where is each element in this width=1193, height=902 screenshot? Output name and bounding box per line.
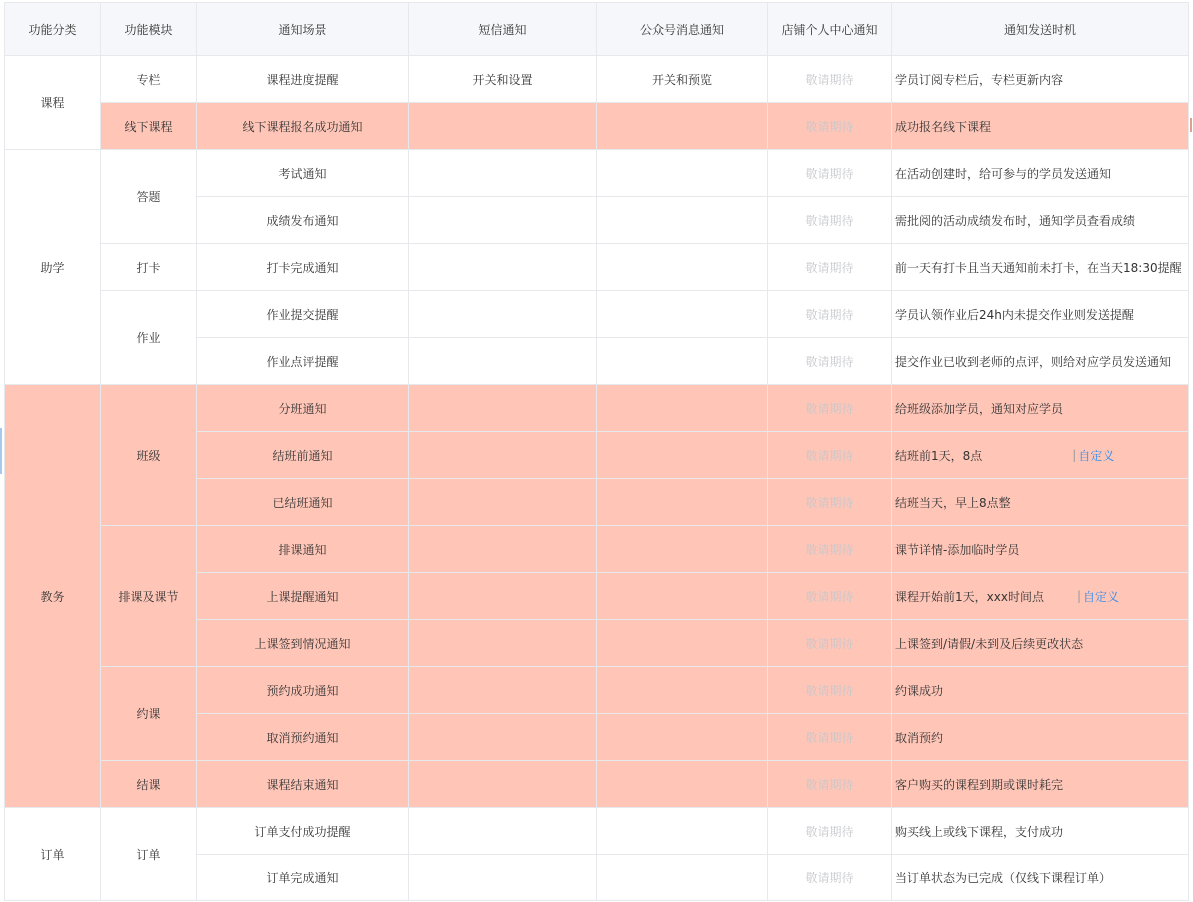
shop-center-status: 敬请期待	[768, 244, 892, 291]
timing-cell	[892, 432, 1189, 479]
header-scene: 通知场景	[197, 3, 409, 56]
separator: |	[1076, 589, 1081, 603]
shop-center-status: 敬请期待	[768, 197, 892, 244]
shop-center-status: 敬请期待	[768, 385, 892, 432]
module-cell: 打卡	[101, 244, 197, 291]
timing-cell: 上课签到/请假/未到及后续更改状态	[892, 620, 1189, 667]
module-cell: 作业	[101, 291, 197, 385]
timing-cell: 在活动创建时，给可参与的学员发送通知	[892, 150, 1189, 197]
sms-cell	[409, 432, 597, 479]
scene-cell: 订单支付成功提醒	[197, 808, 409, 855]
sms-cell	[409, 808, 597, 855]
timing-cell: 当订单状态为已完成（仅线下课程订单）	[892, 855, 1189, 901]
shop-center-status: 敬请期待	[768, 573, 892, 620]
wechat-cell	[597, 526, 768, 573]
scene-cell: 上课签到情况通知	[197, 620, 409, 667]
timing-cell: 提交作业已收到老师的点评，则给对应学员发送通知	[892, 338, 1189, 385]
timing-cell: 结班当天，早上8点整	[892, 479, 1189, 526]
scene-cell: 预约成功通知	[197, 667, 409, 714]
scene-cell: 作业提交提醒	[197, 291, 409, 338]
wechat-cell	[597, 197, 768, 244]
wechat-cell	[597, 385, 768, 432]
module-cell: 排课及课节	[101, 526, 197, 667]
wechat-cell	[597, 573, 768, 620]
scene-cell: 结班前通知	[197, 432, 409, 479]
category-cell: 教务	[5, 385, 101, 808]
customize-link[interactable]: 自定义	[1078, 448, 1115, 463]
wechat-cell	[597, 855, 768, 901]
shop-center-status: 敬请期待	[768, 103, 892, 150]
timing-cell: 客户购买的课程到期或课时耗完	[892, 761, 1189, 808]
timing-cell: 学员订阅专栏后，专栏更新内容	[892, 56, 1189, 103]
sms-cell	[409, 573, 597, 620]
row-focus-marker	[0, 428, 2, 474]
scene-cell: 取消预约通知	[197, 714, 409, 761]
shop-center-status: 敬请期待	[768, 761, 892, 808]
header-category: 功能分类	[5, 3, 101, 56]
timing-cell: 给班级添加学员，通知对应学员	[892, 385, 1189, 432]
wechat-cell	[597, 808, 768, 855]
wechat-cell	[597, 150, 768, 197]
header-sms: 短信通知	[409, 3, 597, 56]
category-cell: 助学	[5, 150, 101, 385]
scene-cell: 订单完成通知	[197, 855, 409, 901]
scene-cell: 上课提醒通知	[197, 573, 409, 620]
sms-cell	[409, 714, 597, 761]
shop-center-status: 敬请期待	[768, 479, 892, 526]
module-cell: 专栏	[101, 56, 197, 103]
wechat-cell	[597, 620, 768, 667]
scroll-edge-marker	[1190, 118, 1192, 132]
notification-table	[4, 2, 1189, 901]
scene-cell: 课程进度提醒	[197, 56, 409, 103]
wechat-cell	[597, 714, 768, 761]
separator: |	[1072, 448, 1077, 462]
sms-cell	[409, 338, 597, 385]
timing-cell: 课节详情-添加临时学员	[892, 526, 1189, 573]
timing-cell: 学员认领作业后24h内未提交作业则发送提醒	[892, 291, 1189, 338]
timing-text: 结班前1天，8点	[895, 448, 983, 463]
header-wechat: 公众号消息通知	[597, 3, 768, 56]
wechat-cell	[597, 432, 768, 479]
sms-cell	[409, 291, 597, 338]
wechat-cell	[597, 291, 768, 338]
module-cell: 约课	[101, 667, 197, 761]
sms-cell	[409, 150, 597, 197]
shop-center-status: 敬请期待	[768, 432, 892, 479]
shop-center-status: 敬请期待	[768, 291, 892, 338]
scene-cell: 已结班通知	[197, 479, 409, 526]
shop-center-status: 敬请期待	[768, 526, 892, 573]
header-timing: 通知发送时机	[892, 3, 1189, 56]
timing-cell: 成功报名线下课程	[892, 103, 1189, 150]
timing-text: 课程开始前1天，xxx时间点	[895, 589, 1044, 604]
sms-settings-link[interactable]: 开关和设置	[409, 56, 597, 103]
scene-cell: 考试通知	[197, 150, 409, 197]
wechat-cell	[597, 338, 768, 385]
sms-cell	[409, 479, 597, 526]
wechat-cell	[597, 667, 768, 714]
sms-cell	[409, 385, 597, 432]
sms-cell	[409, 526, 597, 573]
scene-cell: 成绩发布通知	[197, 197, 409, 244]
module-cell: 线下课程	[101, 103, 197, 150]
timing-cell: 购买线上或线下课程，支付成功	[892, 808, 1189, 855]
header-module: 功能模块	[101, 3, 197, 56]
sms-cell	[409, 244, 597, 291]
shop-center-status: 敬请期待	[768, 56, 892, 103]
sms-cell	[409, 855, 597, 901]
wechat-cell	[597, 244, 768, 291]
wechat-cell	[597, 479, 768, 526]
sms-cell	[409, 667, 597, 714]
wechat-cell	[597, 761, 768, 808]
category-cell: 课程	[5, 56, 101, 150]
category-cell: 订单	[5, 808, 101, 901]
shop-center-status: 敬请期待	[768, 808, 892, 855]
sms-cell	[409, 103, 597, 150]
timing-cell: 前一天有打卡且当天通知前未打卡，在当天18:30提醒	[892, 244, 1189, 291]
scene-cell: 打卡完成通知	[197, 244, 409, 291]
scene-cell: 课程结束通知	[197, 761, 409, 808]
scene-cell: 排课通知	[197, 526, 409, 573]
scene-cell: 分班通知	[197, 385, 409, 432]
timing-cell: 需批阅的活动成绩发布时，通知学员查看成绩	[892, 197, 1189, 244]
module-cell: 订单	[101, 808, 197, 901]
shop-center-status: 敬请期待	[768, 150, 892, 197]
timing-cell: 约课成功	[892, 667, 1189, 714]
shop-center-status: 敬请期待	[768, 855, 892, 901]
shop-center-status: 敬请期待	[768, 667, 892, 714]
shop-center-status: 敬请期待	[768, 714, 892, 761]
module-cell: 答题	[101, 150, 197, 244]
timing-cell	[892, 573, 1189, 620]
sms-cell	[409, 761, 597, 808]
module-cell: 结课	[101, 761, 197, 808]
scene-cell: 线下课程报名成功通知	[197, 103, 409, 150]
timing-cell: 取消预约	[892, 714, 1189, 761]
shop-center-status: 敬请期待	[768, 620, 892, 667]
sms-cell	[409, 197, 597, 244]
customize-link[interactable]: 自定义	[1083, 589, 1120, 604]
sms-cell	[409, 620, 597, 667]
header-shop-center: 店铺个人中心通知	[768, 3, 892, 56]
wechat-cell	[597, 103, 768, 150]
module-cell: 班级	[101, 385, 197, 526]
wechat-preview-link[interactable]: 开关和预览	[597, 56, 768, 103]
scene-cell: 作业点评提醒	[197, 338, 409, 385]
shop-center-status: 敬请期待	[768, 338, 892, 385]
